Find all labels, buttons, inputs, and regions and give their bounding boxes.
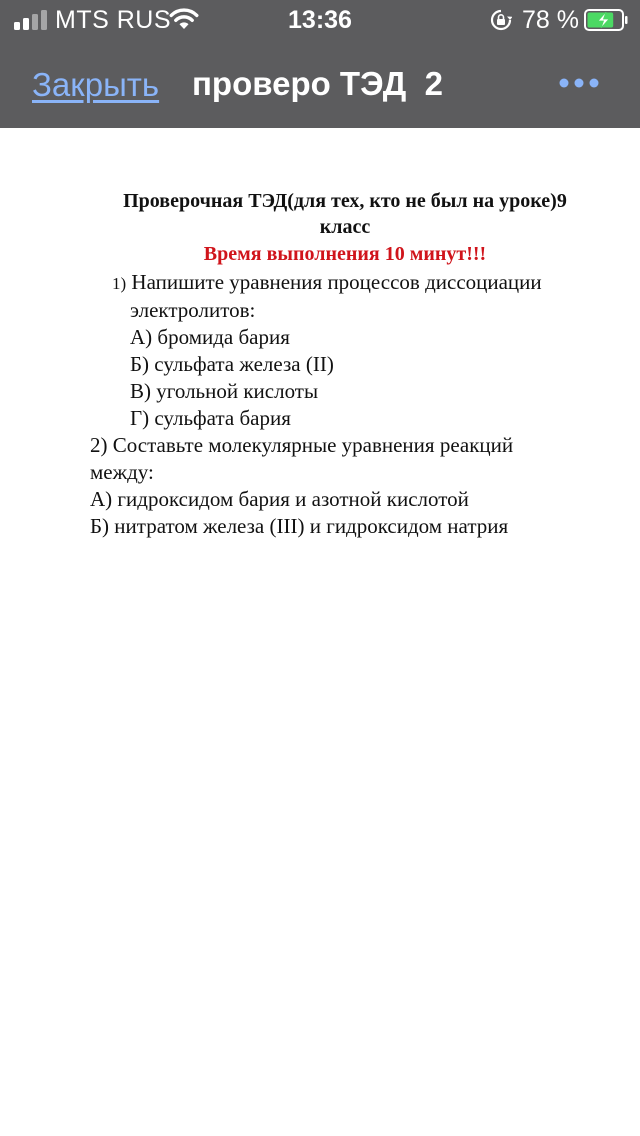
- question-1: [90, 269, 600, 432]
- carrier-name: MTS RUS: [55, 6, 171, 34]
- time-limit-note: Время выполнения 10 минут!!!: [203, 243, 487, 265]
- question-2-line-1: 2) Составьте молекулярные уравнения реакций: [90, 433, 514, 457]
- heading-line-2: класс: [319, 216, 371, 238]
- navigation-bar: [0, 58, 640, 114]
- clock-time: 13:36: [288, 6, 352, 34]
- question-2-line-2: между:: [90, 460, 154, 484]
- document-content: [90, 188, 600, 540]
- document-page[interactable]: [0, 128, 640, 1136]
- app-header: [0, 0, 640, 128]
- question-2-item-b: Б) нитратом железа (III) и гидроксидом натрия: [90, 514, 509, 538]
- more-dots-icon: [558, 68, 600, 98]
- question-1-item-a: А) бромида бария: [130, 325, 290, 349]
- question-2: [90, 432, 600, 540]
- question-1-item-c: В) угольной кислоты: [130, 379, 319, 403]
- more-button[interactable]: [558, 68, 600, 98]
- document-heading: [90, 188, 600, 240]
- question-2-item-a: А) гидроксидом бария и азотной кислотой: [90, 487, 469, 511]
- battery-percentage: 78 %: [522, 6, 579, 34]
- heading-line-1: Проверочная ТЭД(для тех, кто не был на уроке)9: [123, 190, 567, 212]
- close-button[interactable]: Закрыть: [32, 66, 160, 103]
- question-1-item-b: Б) сульфата железа (II): [130, 352, 334, 376]
- rotation-lock-icon: [490, 9, 512, 31]
- battery-icon: [584, 9, 628, 31]
- document-title: проверо ТЭД 2: [192, 65, 443, 102]
- question-1-item-d: Г) сульфата бария: [130, 406, 291, 430]
- question-1-line-1: [90, 269, 600, 297]
- question-1-line-2: электролитов:: [130, 298, 256, 322]
- question-1-number: 1): [112, 274, 127, 293]
- status-bar: [0, 0, 640, 40]
- question-1-text: Напишите уравнения процессов диссоциации: [131, 270, 542, 294]
